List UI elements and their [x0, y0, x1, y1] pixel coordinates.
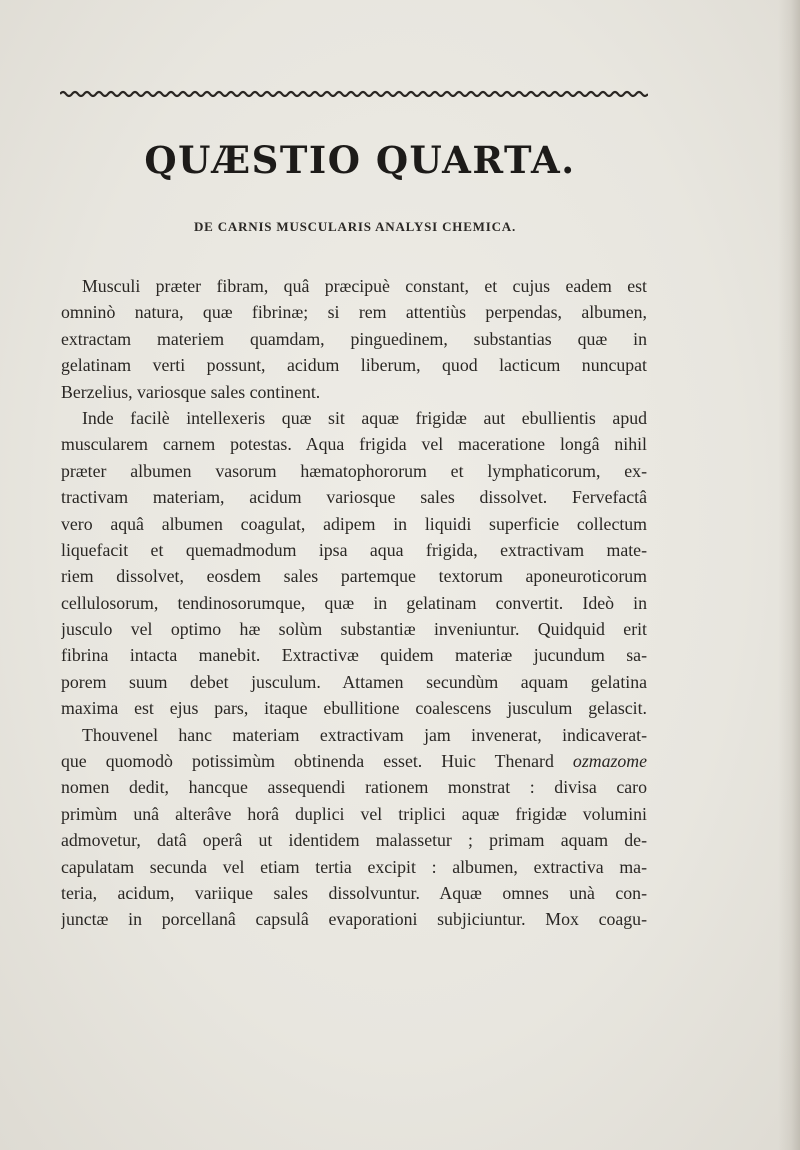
text-line: junctæ in porcellanâ capsulâ evaporationi subjiciuntur. Mox coagu- [61, 909, 647, 930]
text-line: Berzelius, variosque sales continent. [61, 381, 321, 402]
text-line: gelatinam verti possunt, acidum liberum, quod lacticum nuncupat [61, 355, 647, 376]
text-line: omninò natura, quæ fibrinæ; si rem attentiùs perpendas, albumen, [61, 302, 647, 323]
paragraph-1 [61, 273, 647, 405]
text-line: maxima est ejus pars, itaque ebullitione coalescens jusculum gelascit. [61, 698, 647, 719]
page-subtitle: DE CARNIS MUSCULARIS ANALYSI CHEMICA. [193, 219, 517, 234]
text-line: fibrina intacta manebit. Extractivæ quidem materiæ jucundum sa- [61, 645, 647, 666]
ornamental-rule [60, 88, 648, 100]
paragraph-3 [61, 722, 647, 933]
text-line: extractam materiem quamdam, pinguedinem, substantias quæ in [61, 328, 647, 349]
text-line: riem dissolvet, eosdem sales partemque textorum aponeuroticorum [61, 566, 647, 587]
text-line: cellulosorum, tendinosorumque, quæ in gelatinam convertit. Ideò in [61, 592, 647, 613]
text-line: admovetur, datâ operâ ut identidem malassetur ; primam aquam de- [61, 830, 647, 851]
text-line: jusculo vel optimo hæ solùm substantiæ inveniuntur. Quidquid erit [61, 619, 647, 640]
text-line: Inde facilè intellexeris quæ sit aquæ frigidæ aut ebullientis apud [82, 407, 647, 428]
text-line: muscularem carnem potestas. Aqua frigida vel maceratione longâ nihil [61, 434, 647, 455]
text-line: Musculi præter fibram, quâ præcipuè constant, et cujus eadem est [82, 276, 647, 296]
italic-term: ozmazome [572, 751, 647, 772]
text-line: vero aquâ albumen coagulat, adipem in liquidi superficie collectum [61, 513, 647, 534]
text-line: primùm unâ alterâve horâ duplici vel triplici aquæ frigidæ volumini [61, 803, 647, 824]
paragraph-2 [61, 405, 647, 722]
text-line: præter albumen vasorum hæmatophororum et lymphaticorum, ex- [61, 460, 647, 481]
text-line: tractivam materiam, acidum variosque sales dissolvet. Fervefactâ [61, 487, 647, 508]
page-edge-shadow [778, 0, 800, 1150]
text-line [61, 748, 647, 774]
text-line: liquefacit et quemadmodum ipsa aqua frigida, extractivam mate- [61, 539, 647, 560]
body-text [61, 273, 647, 933]
page-title: QUÆSTIO QUARTA. [144, 138, 576, 182]
text-line: capulatam secunda vel etiam tertia excipit : albumen, extractiva ma- [61, 856, 647, 877]
text-line: nomen dedit, hancque assequendi rationem monstrat : divisa caro [61, 777, 647, 798]
text-line: porem suum debet jusculum. Attamen secundùm aquam gelatina [61, 671, 647, 692]
text-segment: que quomodò potissimùm obtinenda esset. Huic Thenard [61, 751, 554, 772]
text-line: teria, acidum, variique sales dissolvuntur. Aquæ omnes unà con- [61, 882, 647, 903]
text-line: Thouvenel hanc materiam extractivam jam invenerat, indicaverat- [82, 724, 647, 745]
